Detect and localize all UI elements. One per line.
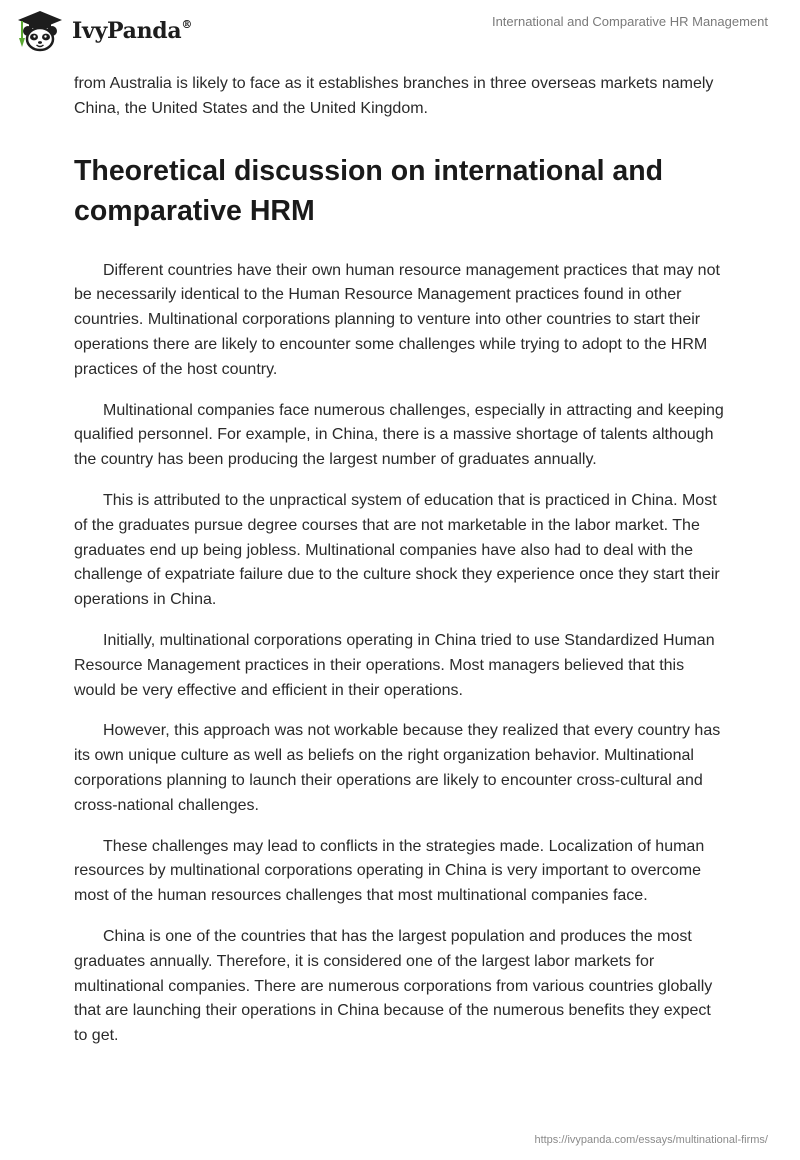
paragraph: However, this approach was not workable because they realized that every country has its own unique culture as well as beliefs on the right organization behavior. Multinational corporations planning to launch their operations are likely to encounter cross-cultural and cross-national challenges. xyxy=(74,722,721,814)
paragraph: Different countries have their own human resource management practices that may not be necessarily identical to the Human Resource Management practices found in other countries. Multinational corporations planning to venture into other countries to start their operations there are likely to encounter some challenges while trying to adopt to the HRM practices of the host country. xyxy=(74,261,720,378)
paragraph: These challenges may lead to conflicts in the strategies made. Localization of human resources by multinational corporations operating in China is very important to overcome most of the human resources challenges that most multinational companies face. xyxy=(74,837,705,905)
paragraph: China is one of the countries that has the largest population and produces the most graduates annually. Therefore, it is considered one of the largest labor markets for multinational companies. There are numerous corporations from various countries globally that are launching their operations in China because of the numerous benefits they expect to get. xyxy=(74,927,713,1045)
document-title: International and Comparative HR Management xyxy=(491,14,768,29)
source-url[interactable]: https://ivypanda.com/essays/multinational-firms/ xyxy=(534,1134,768,1146)
page-header xyxy=(0,0,800,66)
paragraph: Initially, multinational corporations operating in China tried to use Standardized Human Resource Management practices in their operations. Most managers believed that this would be very effective and efficient in their operations. xyxy=(74,631,715,699)
paragraph: This is attributed to the unpractical system of education that is practiced in China. Most of the graduates pursue degree courses that are not marketable in the labor market. The graduates end up being jobless. Multinational companies have also had to deal with the challenge of expatriate failure due to the culture shock they experience once they start their operations in China. xyxy=(74,491,720,609)
intro-continuation: from Australia is likely to face as it establishes branches in three overseas markets namely China, the United States and the United Kingdom. xyxy=(74,75,714,117)
registered-mark: ® xyxy=(181,17,193,31)
brand-name: IvyPanda® xyxy=(72,17,193,44)
panda-graduate-icon xyxy=(14,9,66,53)
article-body xyxy=(74,72,726,1065)
ivypanda-logo[interactable] xyxy=(14,9,192,53)
paragraph: Multinational companies face numerous challenges, especially in attracting and keeping qualified personnel. For example, in China, there is a massive shortage of talents although the country has been producing the largest number of graduates annually. xyxy=(74,401,724,469)
section-heading: Theoretical discussion on international and comparative HRM xyxy=(74,154,664,227)
